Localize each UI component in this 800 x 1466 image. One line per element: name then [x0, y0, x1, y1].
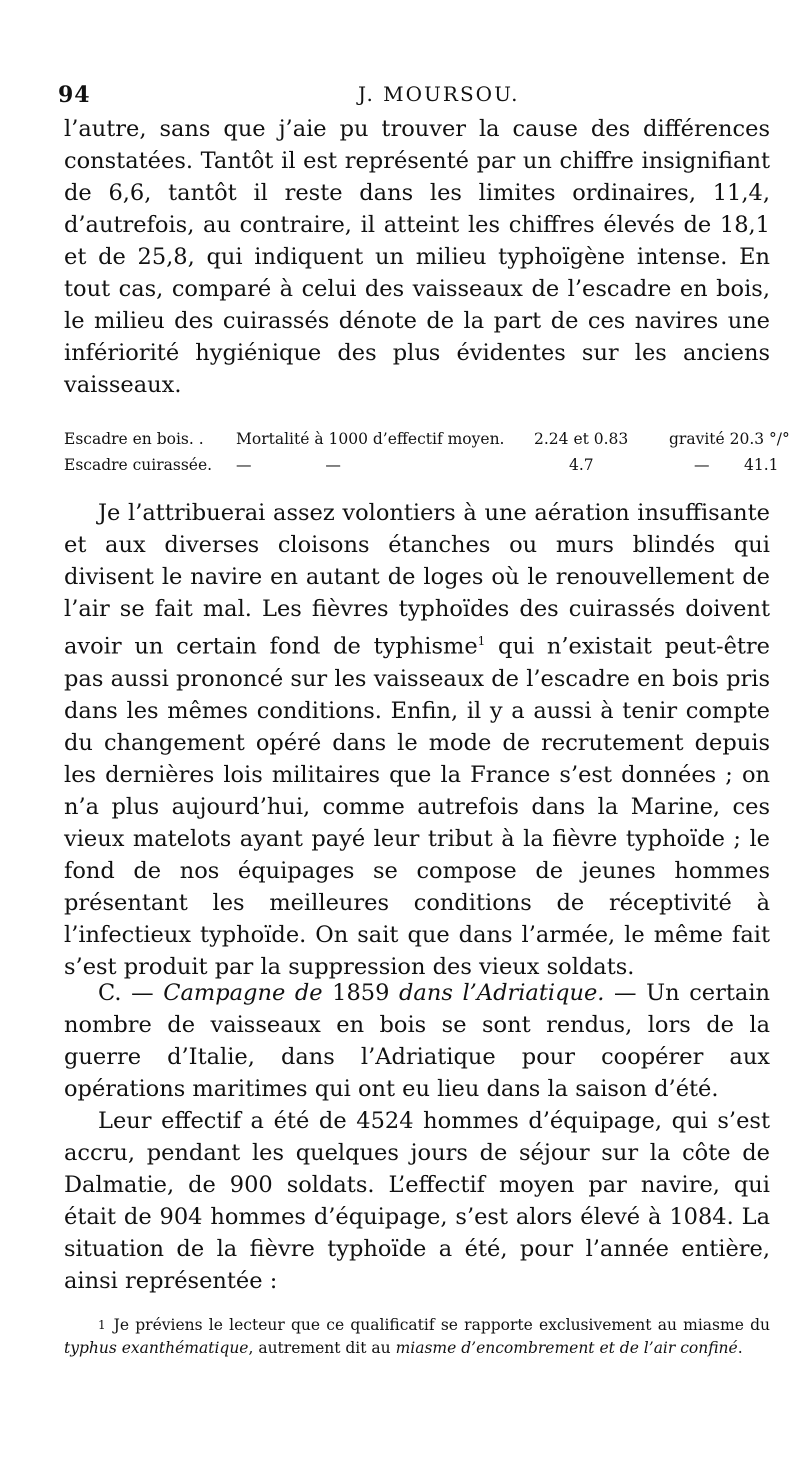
paragraph-2-after-note: qui n’existait peut-être pas aussi prononcé sur les vaisseaux de l’escadre en bois pris dans les mêmes conditions. Enfin, il y a aussi à tenir compte du changement opéré dans le mode de recrutement depuis les dernières lois militaires que la France s’est données ; on n’a plus aujourd’hui, comme autrefois dans la Marine, ces vieux matelots ayant payé leur tribut à la fièvre typhoïde ; le fond de nos équipages se compose de jeunes hommes présentant les meilleures conditions de réceptivité à l’infectieux typhoïde. On sait que dans l’armée, le même fait s’est produit par la suppression des vieux soldats. — [64, 633, 770, 980]
footnote-text-3: . — [737, 1339, 743, 1357]
table-row — [64, 426, 790, 452]
paragraph-2 — [64, 497, 770, 983]
table-cell-measure: Mortalité à 1000 d’effectif moyen. — [236, 430, 505, 448]
table-row — [64, 452, 779, 478]
table-cell-value: 2.24 et 0.83 — [534, 430, 629, 448]
page-number: 94 — [58, 82, 91, 108]
footnote-italic-1: typhus exanthématique — [64, 1339, 249, 1357]
section-year: 1859 — [332, 980, 390, 1006]
footnote-text-2: , autrement dit au — [248, 1339, 396, 1357]
section-title-part-2: dans l’Adriatique. — [389, 980, 605, 1006]
footnote-mark: 1 — [98, 1318, 106, 1332]
footnote-reference: 1 — [477, 634, 486, 648]
running-title: J. MOURSOU. — [358, 82, 520, 106]
table-cell-gravity: gravité 20.3 °/° — [669, 430, 790, 448]
footnote-italic-2: miasme d’encombrement et de l’air confiné — [395, 1339, 738, 1357]
table-cell-label: Escadre en bois. . — [64, 430, 204, 448]
paragraph-1: l’autre, sans que j’aie pu trouver la cause des différences constatées. Tantôt il est représenté par un chiffre insignifiant de 6,6, tantôt il reste dans les limites ordinaires, 11,4, d’autrefois, au contraire, il atteint les chiffres élevés de 18,1 et de 25,8, qui indiquent un milieu typhoïgène intense. En tout cas, comparé à celui des vaisseaux de l’escadre en bois, le milieu des cuirassés dénote de la part de ces navires une infériorité hygiénique des plus évidentes sur les anciens vaisseaux. — [64, 116, 770, 398]
paragraph-4: Leur effectif a été de 4524 hommes d’équipage, qui s’est accru, pendant les quelques jours de séjour sur la côte de Dalmatie, de 900 soldats. L’effectif moyen par navire, qui était de 904 hommes d’équipage, s’est alors élevé à 1084. La situation de la fièvre typhoïde a été, pour l’année entière, ainsi représentée : — [64, 1108, 770, 1294]
footnote — [64, 1314, 770, 1360]
table-cell-gravity: — 41.1 — [694, 456, 779, 474]
section-title-part-1: Campagne de — [163, 980, 333, 1006]
table-cell-measure: — — — [236, 456, 341, 474]
section-lead: C. — — [98, 980, 164, 1006]
paragraph-3-body: — Un certain nombre de vaisseaux en bois se sont rendus, lors de la guerre d’Italie, dans l’Adriatique pour coopérer aux opérations maritimes qui ont eu lieu dans la saison d’été. — [64, 980, 771, 1102]
table-cell-label: Escadre cuirassée. — [64, 456, 213, 474]
table-cell-value: 4.7 — [569, 456, 594, 474]
paragraph-2-before-note: Je l’attribuerai assez volontiers à une aération insuffisante et aux diverses cloisons étanches ou murs blindés qui divisent le navire en autant de loges où le renouvellement de l’air se fait mal. Les fièvres typhoïdes des cuirassés doivent avoir un certain fond de typhisme — [64, 500, 770, 660]
paragraph-3 — [64, 977, 770, 1105]
mortality-table — [64, 426, 790, 478]
running-head — [58, 82, 770, 112]
footnote-text-1: Je préviens le lecteur que ce qualificatif se rapporte exclusivement au miasme du — [113, 1316, 770, 1334]
